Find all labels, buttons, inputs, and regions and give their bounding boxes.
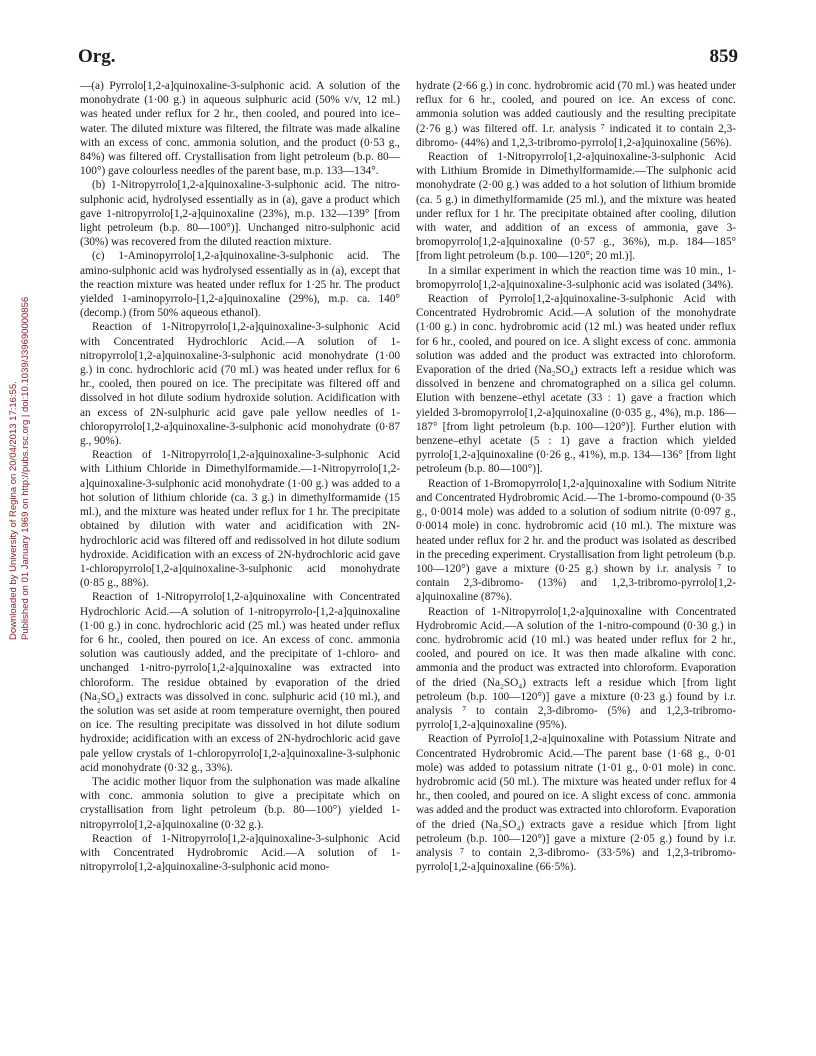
paragraph: In a similar experiment in which the reaction time was 10 min., 1-bromopyrrolo[1,2-a]quinoxaline-3-sulphonic acid was isolated (34%). bbox=[416, 264, 736, 291]
paragraph: The acidic mother liquor from the sulphonation was made alkaline with conc. ammonia solution to give a precipitate which on crystallisation from light petroleum (b.p. 80—100°) yielded 1-nitropyrrolo[1,2-a]quinoxaline (0·32 g.). bbox=[80, 775, 400, 831]
paragraph: Reaction of 1-Nitropyrrolo[1,2-a]quinoxaline-3-sulphonic Acid with Concentrated Hydrobromic Acid.—A solution of 1-nitropyrrolo[1,2-a]quinoxaline-3-sulphonic acid mono- bbox=[80, 832, 400, 874]
paragraph: (b) 1-Nitropyrrolo[1,2-a]quinoxaline-3-sulphonic acid. The nitro-sulphonic acid, hydrolysed essentially as in (a), gave a product which gave 1-nitropyrrolo[1,2-a]quinoxaline (23%), m.p. 132—139° [from light petroleum (b.p. 80—100°)]. Unchanged nitro-sulphonic acid (30%) was recovered from the diluted reaction mixture. bbox=[80, 179, 400, 249]
download-notice: Downloaded by University of Regina on 20/04/2013 17:16:55. bbox=[8, 381, 19, 640]
paragraph: Reaction of 1-Nitropyrrolo[1,2-a]quinoxaline-3-sulphonic Acid with Lithium Chloride in Dimethylformamide.—1-Nitropyrrolo[1,2-a]quinoxaline-3-sulphonic acid monohydrate (1·00 g.) was added to a hot solution of lithium chloride (ca. 3 g.) in dimethylformamide (15 ml.), and the mixture was heated under reflux for 1 hr. The precipitate obtained by dilution with water and acidification with 2N-hydrochloric acid was filtered off and redissolved in hot dilute sodium hydroxide. Acidification with an excess of 2N-hydrochloric acid gave 1-chloropyrrolo[1,2-a]quinoxaline-3-sulphonic acid monohydrate (0·85 g., 88%). bbox=[80, 449, 400, 590]
paragraph: Reaction of 1-Nitropyrrolo[1,2-a]quinoxaline with Concentrated Hydrochloric Acid.—A solution of 1-nitropyrrolo-[1,2-a]quinoxaline (1·00 g.) in conc. hydrochloric acid (25 ml.) was heated under reflux for 6 hr., cooled, then poured on ice. An excess of conc. ammonia solution was cautiously added, and the precipitate of 1-chloro- and unchanged 1-nitro-pyrrolo[1,2-a]quinoxaline was extracted into chloroform. The residue obtained by evaporation of the dried (Na₂SO₄) extracts was dissolved in conc. sulphuric acid (10 ml.), and the solution was set aside at room temperature overnight, then poured on ice. The resulting precipitate was dissolved in hot dilute sodium hydroxide; acidification with an excess of 2N-hydrochloric acid gave pale yellow crystals of 1-chloropyrrolo[1,2-a]quinoxaline-3-sulphonic acid monohydrate (0·32 g., 33%). bbox=[80, 591, 400, 774]
paragraph: —(a) Pyrrolo[1,2-a]quinoxaline-3-sulphonic acid. A solution of the monohydrate (1·00 g.) in aqueous sulphuric acid (50% v/v, 12 ml.) was heated under reflux for 2 hr., then cooled, and poured into ice–water. The diluted mixture was filtered, the filtrate was made alkaline with an excess of conc. ammonia solution, and the product (0·53 g., 84%) was filtered off. Crystallisation from light petroleum (b.p. 80—100°) gave colourless needles of the parent base, m.p. 133—134°. bbox=[80, 80, 400, 178]
journal-name: Org. bbox=[78, 46, 116, 67]
paragraph: Reaction of 1-Bromopyrrolo[1,2-a]quinoxaline with Sodium Nitrite and Concentrated Hydrobromic Acid.—The 1-bromo-compound (0·35 g., 0·0014 mole) was added to a solution of sodium nitrite (0·097 g., 0·0014 mole) in conc. hydrobromic acid (10 ml.). The mixture was heated under reflux for 2 hr. and the product was isolated as described in the preceding experiment. Crystallisation from light petroleum (b.p. 100—120°) gave a mixture (0·25 g.) shown by i.r. analysis ⁷ to contain 2,3-dibromo- (13%) and 1,2,3-tribromo-pyrrolo[1,2-a]quinoxaline (87%). bbox=[416, 477, 736, 604]
paragraph: Reaction of 1-Nitropyrrolo[1,2-a]quinoxaline-3-sulphonic Acid with Concentrated Hydrochloric Acid.—A solution of 1-nitropyrrolo[1,2-a]quinoxaline-3-sulphonic acid monohydrate (1·00 g.) in conc. hydrochloric acid (70 ml.) was heated under reflux for 6 hr., cooled, then poured on ice. The precipitate was filtered off and dissolved in hot dilute sodium hydroxide solution. Acidification with an excess of 2N-sulphuric acid gave pale yellow needles of 1-chloropyrrolo[1,2-a]quinoxaline-3-sulphonic acid monohydrate (0·87 g., 90%). bbox=[80, 321, 400, 448]
left-column bbox=[80, 79, 400, 874]
paragraph: Reaction of Pyrrolo[1,2-a]quinoxaline-3-sulphonic Acid with Concentrated Hydrobromic Acid.—A solution of the monohydrate (1·00 g.) in conc. hydrobromic acid (12 ml.) was heated under reflux for 6 hr., cooled, and poured on ice. A slight excess of conc. ammonia solution was added and the product was extracted into chloroform. Evaporation of the dried (Na₂SO₄) extracts left a residue which was dissolved in benzene and chromatographed on a silica gel column. Elution with benzene–ethyl acetate (33 : 1) gave a fraction which yielded 3-bromopyrrolo[1,2-a]quinoxaline (0·035 g., 4%), m.p. 186—187° [from light petroleum (b.p. 100—120°)]. Further elution with benzene–ethyl acetate (5 : 1) gave a fraction which yielded pyrrolo[1,2-a]quinoxaline (0·26 g., 41%), m.p. 134—136° [from light petroleum (b.p. 80—100°)]. bbox=[416, 293, 736, 476]
paragraph: Reaction of Pyrrolo[1,2-a]quinoxaline with Potassium Nitrate and Concentrated Hydrobromic Acid.—The parent base (1·68 g., 0·01 mole) was added to potassium nitrate (1·01 g., 0·01 mole) in conc. hydrobromic acid (50 ml.). The mixture was heated under reflux for 4 hr., then cooled, and poured on ice. A slight excess of conc. ammonia was added and the product was extracted into chloroform. Evaporation of the dried (Na₂SO₄) extracts gave a residue which [from light petroleum (b.p. 100—120°)] gave a mixture (2·05 g.) found by i.r. analysis ⁷ to contain 2,3-dibromo- (33·5%) and 1,2,3-tribromo-pyrrolo[1,2-a]quinoxaline (66·5%). bbox=[416, 733, 736, 874]
publication-notice: Published on 01 January 1969 on http://pubs.rsc.org | doi:10.1039/J39690000856 bbox=[20, 296, 31, 640]
paragraph: (c) 1-Aminopyrrolo[1,2-a]quinoxaline-3-sulphonic acid. The amino-sulphonic acid was hydrolysed essentially as in (a), except that the reaction mixture was heated under reflux for 1·25 hr. The product yielded 1-aminopyrrolo-[1,2-a]quinoxaline (29%), m.p. ca. 140° (decomp.) (from 50% aqueous ethanol). bbox=[80, 250, 400, 320]
paragraph: Reaction of 1-Nitropyrrolo[1,2-a]quinoxaline-3-sulphonic Acid with Lithium Bromide in Dimethylformamide.—The sulphonic acid monohydrate (2·00 g.) was added to a hot solution of lithium bromide (ca. 5 g.) in dimethylformamide (25 ml.), and the mixture was heated under reflux for 1 hr. The precipitate obtained after cooling, dilution with water, and addition of an excess of ammonia, gave 3-bromopyrrolo[1,2-a]quinoxaline (0·57 g., 36%), m.p. 184—185° [from light petroleum (b.p. 100—120°; 20 ml.)]. bbox=[416, 151, 736, 263]
paragraph: Reaction of 1-Nitropyrrolo[1,2-a]quinoxaline with Concentrated Hydrobromic Acid.—A solution of the 1-nitro-compound (0·30 g.) in conc. hydrobromic acid (10 ml.) was heated under reflux for 2 hr., cooled, and poured on ice. It was then made alkaline with conc. ammonia and the product was extracted into chloroform. Evaporation of the dried (Na₂SO₄) extracts left a residue which [from light petroleum (b.p. 100—120°)] gave a mixture (0·23 g.) found by i.r. analysis ⁷ to contain 2,3-dibromo- (5%) and 1,2,3-tribromo-pyrrolo[1,2-a]quinoxaline (95%). bbox=[416, 605, 736, 732]
paragraph: hydrate (2·66 g.) in conc. hydrobromic acid (70 ml.) was heated under reflux for 6 hr., cooled, and poured on ice. An excess of conc. ammonia solution was added cautiously and the resulting precipitate (2·76 g.) was filtered off. I.r. analysis ⁷ indicated it to contain 2,3-dibromo- (44%) and 1,2,3-tribromo-pyrrolo[1,2-a]quinoxaline (56%). bbox=[416, 80, 736, 149]
page-number: 859 bbox=[709, 46, 738, 67]
right-column bbox=[416, 79, 736, 874]
download-watermark bbox=[0, 296, 40, 700]
